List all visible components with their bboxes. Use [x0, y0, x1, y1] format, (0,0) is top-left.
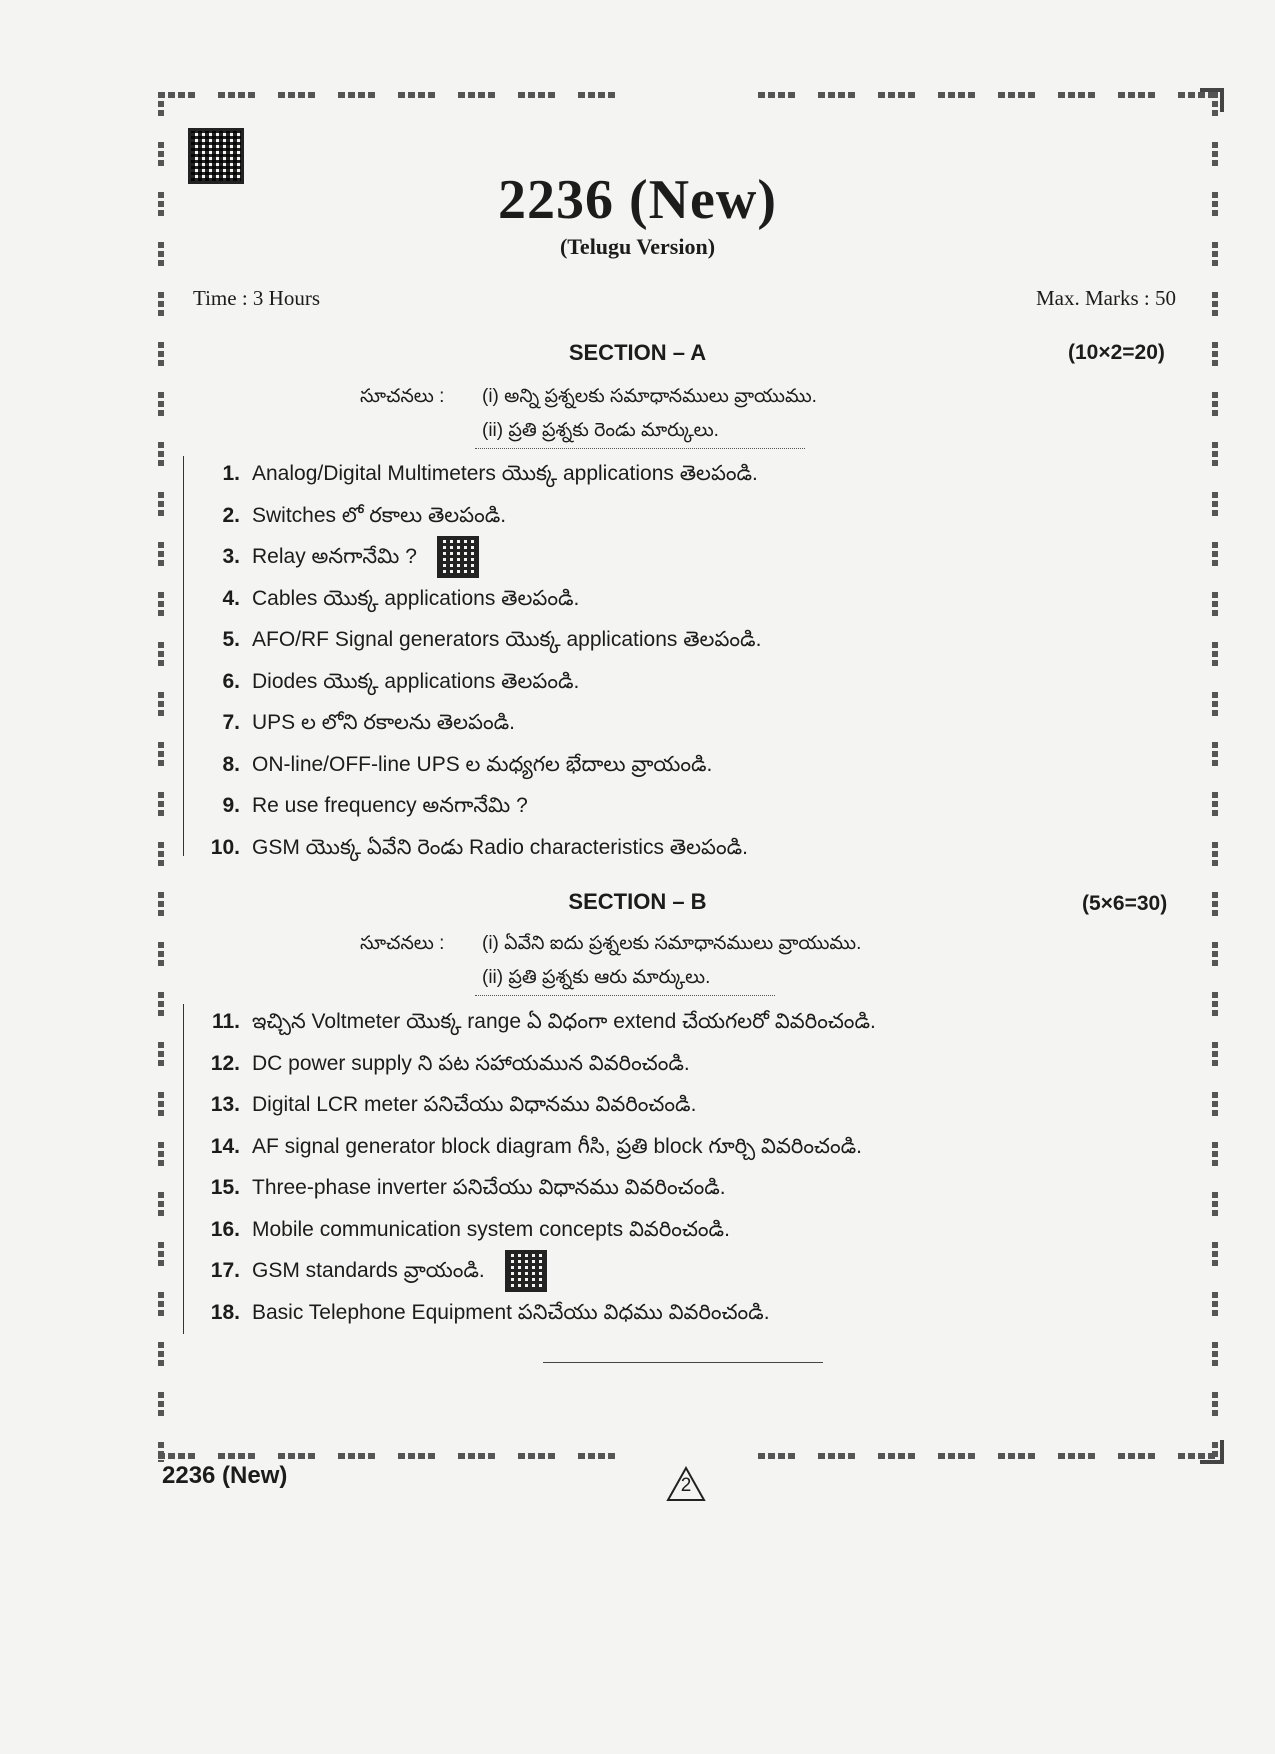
- border-bottom-right: [758, 1453, 1218, 1459]
- section-b-question-list: [184, 1001, 876, 1333]
- border-top-right: [758, 92, 1218, 98]
- section-b-marks: (5×6=30): [1082, 892, 1168, 915]
- section-b-title: SECTION – B: [568, 889, 707, 914]
- exam-time: Time : 3 Hours: [193, 286, 320, 310]
- border-corner-bottom-right: [1200, 1440, 1224, 1464]
- instruction-2: (ii) ప్రతి ప్రశ్నకు ఆరు మార్కులు.: [482, 967, 711, 988]
- question-item: 3. Relay అనగానేమి ?: [184, 536, 761, 578]
- section-a-marks: (10×2=20): [1068, 341, 1165, 364]
- question-item: 18. Basic Telephone Equipment పనిచేయు విధము వివరించండి.: [210, 1300, 770, 1324]
- question-item: 5. AFO/RF Signal generators యొక్క applications తెలపండి.: [222, 628, 762, 651]
- section-a-instructions: [360, 380, 817, 448]
- question-item: 2. Switches లో రకాలు తెలపండి.: [222, 503, 507, 527]
- border-left: [158, 92, 164, 1462]
- max-marks: Max. Marks : 50: [1036, 286, 1176, 310]
- instructions-label: సూచనలు :: [360, 933, 445, 954]
- paper-version: (Telugu Version): [559, 234, 716, 259]
- question-item: 7. UPS ల లోని రకాలను తెలపండి.: [222, 711, 515, 734]
- question-item: 11. ఇచ్చిన Voltmeter యొక్క range ఏ విధంగా extend చేయగలరో వివరించండి.: [211, 1010, 876, 1033]
- section-a-title: SECTION – A: [568, 340, 707, 365]
- instruction-1: (i) అన్ని ప్రశ్నలకు సమాధానములు వ్రాయుము.: [482, 386, 817, 407]
- paper-title: 2236 (New): [497, 169, 778, 231]
- border-right: [1212, 92, 1218, 1462]
- question-item: 8. ON-line/OFF-line UPS ల మధ్యగల భేదాలు వ్రాయండి.: [222, 752, 713, 776]
- instructions-label: సూచనలు :: [360, 386, 445, 407]
- border-corner-top-right: [1200, 88, 1224, 112]
- instruction-2: (ii) ప్రతి ప్రశ్నకు రెండు మార్కులు.: [482, 420, 719, 441]
- qr-code-icon: [505, 1250, 547, 1292]
- instruction-underline: [475, 995, 775, 997]
- end-of-paper-rule: [543, 1362, 823, 1363]
- border-bottom-left: [158, 1453, 628, 1459]
- question-item: 1. Analog/Digital Multimeters యొక్క applications తెలపండి.: [222, 462, 758, 485]
- question-item: 15. Three-phase inverter పనిచేయు విధానము వివరించండి.: [210, 1176, 726, 1199]
- question-item: 17. GSM standards వ్రాయండి.: [184, 1250, 876, 1292]
- question-item: 12. DC power supply ని పట సహాయమున వివరించండి.: [210, 1051, 690, 1075]
- page-number-value: 2: [680, 1475, 692, 1496]
- footer-paper-code: 2236 (New): [162, 1462, 288, 1489]
- border-top-left: [158, 92, 628, 98]
- question-item: 14. AF signal generator block diagram గీసి, ప్రతి block గూర్చి వివరించండి.: [210, 1134, 862, 1158]
- instruction-1: (i) ఏవేని ఐదు ప్రశ్నలకు సమాధానములు వ్రాయుము.: [482, 933, 862, 954]
- page-number: [666, 1466, 706, 1498]
- question-item: 9. Re use frequency అనగానేమి ?: [222, 794, 528, 817]
- qr-code-icon: [437, 536, 479, 578]
- question-item: 6. Diodes యొక్క applications తెలపండి.: [222, 669, 580, 693]
- question-item: 13. Digital LCR meter పనిచేయు విధానము వివరించండి.: [210, 1093, 697, 1116]
- instruction-underline: [475, 448, 805, 450]
- section-b-instructions: [360, 927, 861, 995]
- question-item: 10. GSM యొక్క ఏవేని రెండు Radio characteristics తెలపండి.: [210, 835, 748, 859]
- section-a-question-list: [184, 453, 761, 868]
- question-item: 4. Cables యొక్క applications తెలపండి.: [222, 586, 580, 610]
- question-item: 16. Mobile communication system concepts వివరించండి.: [210, 1217, 730, 1241]
